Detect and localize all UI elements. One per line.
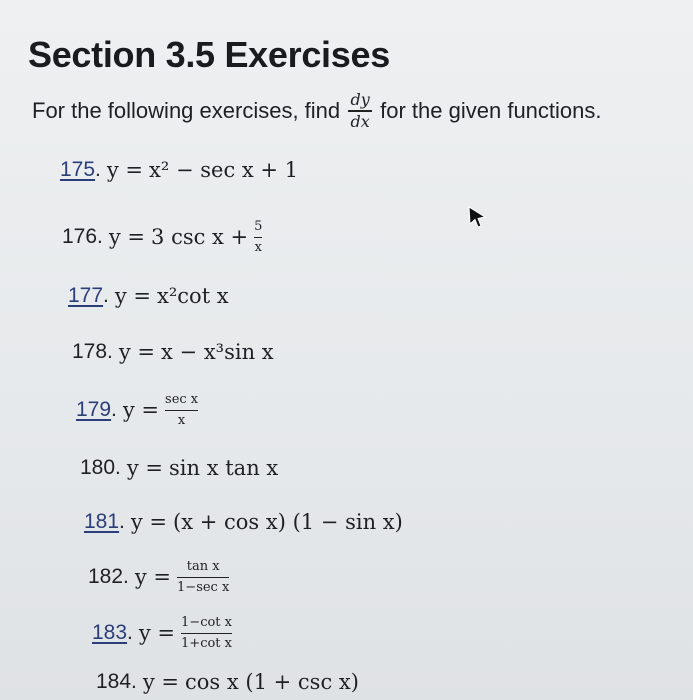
- exercise-number-link[interactable]: 177: [68, 284, 104, 307]
- exercise-number-link[interactable]: 183: [92, 621, 128, 645]
- exercise-175: 175 . y = x² − sec x + 1: [60, 158, 299, 182]
- exercise-instructions: [32, 92, 602, 130]
- exercise-182: 182 . y = $\frac{\text{tan x}}{\text{1−sec x}}$: [88, 559, 230, 595]
- exercise-number: 180: [80, 456, 116, 479]
- exercise-184: 184 . y = cos x (1 + csc x): [96, 670, 359, 694]
- exercise-181: 181 . y = (x + cos x) (1 − sin x): [84, 510, 403, 534]
- exercise-number: 176: [62, 225, 98, 249]
- exercise-number: 178: [72, 340, 108, 363]
- section-title: Section 3.5 Exercises: [28, 34, 390, 75]
- exercise-number: 184: [96, 670, 132, 693]
- derivative-denominator: dx: [350, 111, 370, 131]
- equation-expression: sin x tan x: [169, 456, 279, 480]
- equation-lhs: y =: [108, 225, 146, 250]
- exercise-176: 176 . y = 3 csc x + $\frac{5}{x}$: [62, 219, 263, 255]
- exercise-180: 180 . y = sin x tan x: [80, 456, 279, 480]
- fraction-bar: [165, 410, 198, 411]
- instructions-text-after: for the given functions.: [380, 97, 602, 123]
- equation-lhs: y =: [138, 621, 176, 646]
- exercise-177: 177 . y = x²cot x: [68, 284, 229, 308]
- fraction-numerator: 1−cot x: [181, 615, 232, 630]
- equation-expression: cos x (1 + csc x): [185, 670, 359, 694]
- exercise-number-link[interactable]: 175: [60, 158, 96, 181]
- exercise-number-link[interactable]: 181: [84, 510, 120, 533]
- fraction-bar: [177, 577, 229, 578]
- exercise-number: 182: [88, 565, 124, 589]
- exercise-179: 179 . y = $\frac{\text{sec x}}{x}$: [76, 392, 199, 428]
- fraction-numerator: sec x: [165, 392, 199, 407]
- fraction-denominator: 1+cot x: [181, 635, 232, 651]
- equation-lhs: y =: [114, 284, 152, 308]
- equation-expression: x² − sec x + 1: [149, 158, 299, 182]
- equation-lhs: y =: [118, 340, 156, 364]
- fraction-denominator: x: [177, 412, 186, 428]
- fraction-bar: [181, 633, 232, 634]
- equation-lhs: y =: [106, 158, 144, 182]
- fraction-denominator: x: [254, 239, 262, 255]
- equation-lhs: y =: [122, 398, 160, 423]
- exercise-183: 183 . y = $\frac{\text{1−cot x}}{\text{1+cot x}}$: [92, 615, 232, 651]
- equation-lhs: y =: [134, 565, 172, 590]
- equation-lhs: y =: [130, 510, 168, 534]
- equation-expression: x²cot x: [157, 284, 229, 308]
- equation-expression: x − x³sin x: [161, 340, 274, 364]
- equation-expression: (x + cos x) (1 − sin x): [173, 510, 403, 534]
- equation-lhs: y =: [126, 456, 164, 480]
- instructions-text-before: For the following exercises, find: [32, 97, 341, 123]
- derivative-numerator: dy: [350, 90, 370, 109]
- fraction-numerator: 5: [254, 219, 263, 234]
- exercise-number-link[interactable]: 179: [76, 398, 112, 422]
- fraction-denominator: 1−sec x: [177, 579, 230, 595]
- equation-fraction: [181, 616, 232, 651]
- equation-fraction: [177, 560, 229, 595]
- equation-fraction: [165, 393, 198, 428]
- fraction-numerator: tan x: [186, 559, 220, 574]
- equation-fraction: [254, 220, 262, 255]
- mouse-pointer-icon: [467, 205, 487, 229]
- fraction-bar: [254, 237, 262, 238]
- equation-lhs: y =: [142, 670, 180, 694]
- equation-expression: 3 csc x +: [151, 225, 249, 250]
- exercise-178: 178 . y = x − x³sin x: [72, 340, 274, 364]
- derivative-fraction: [348, 92, 372, 130]
